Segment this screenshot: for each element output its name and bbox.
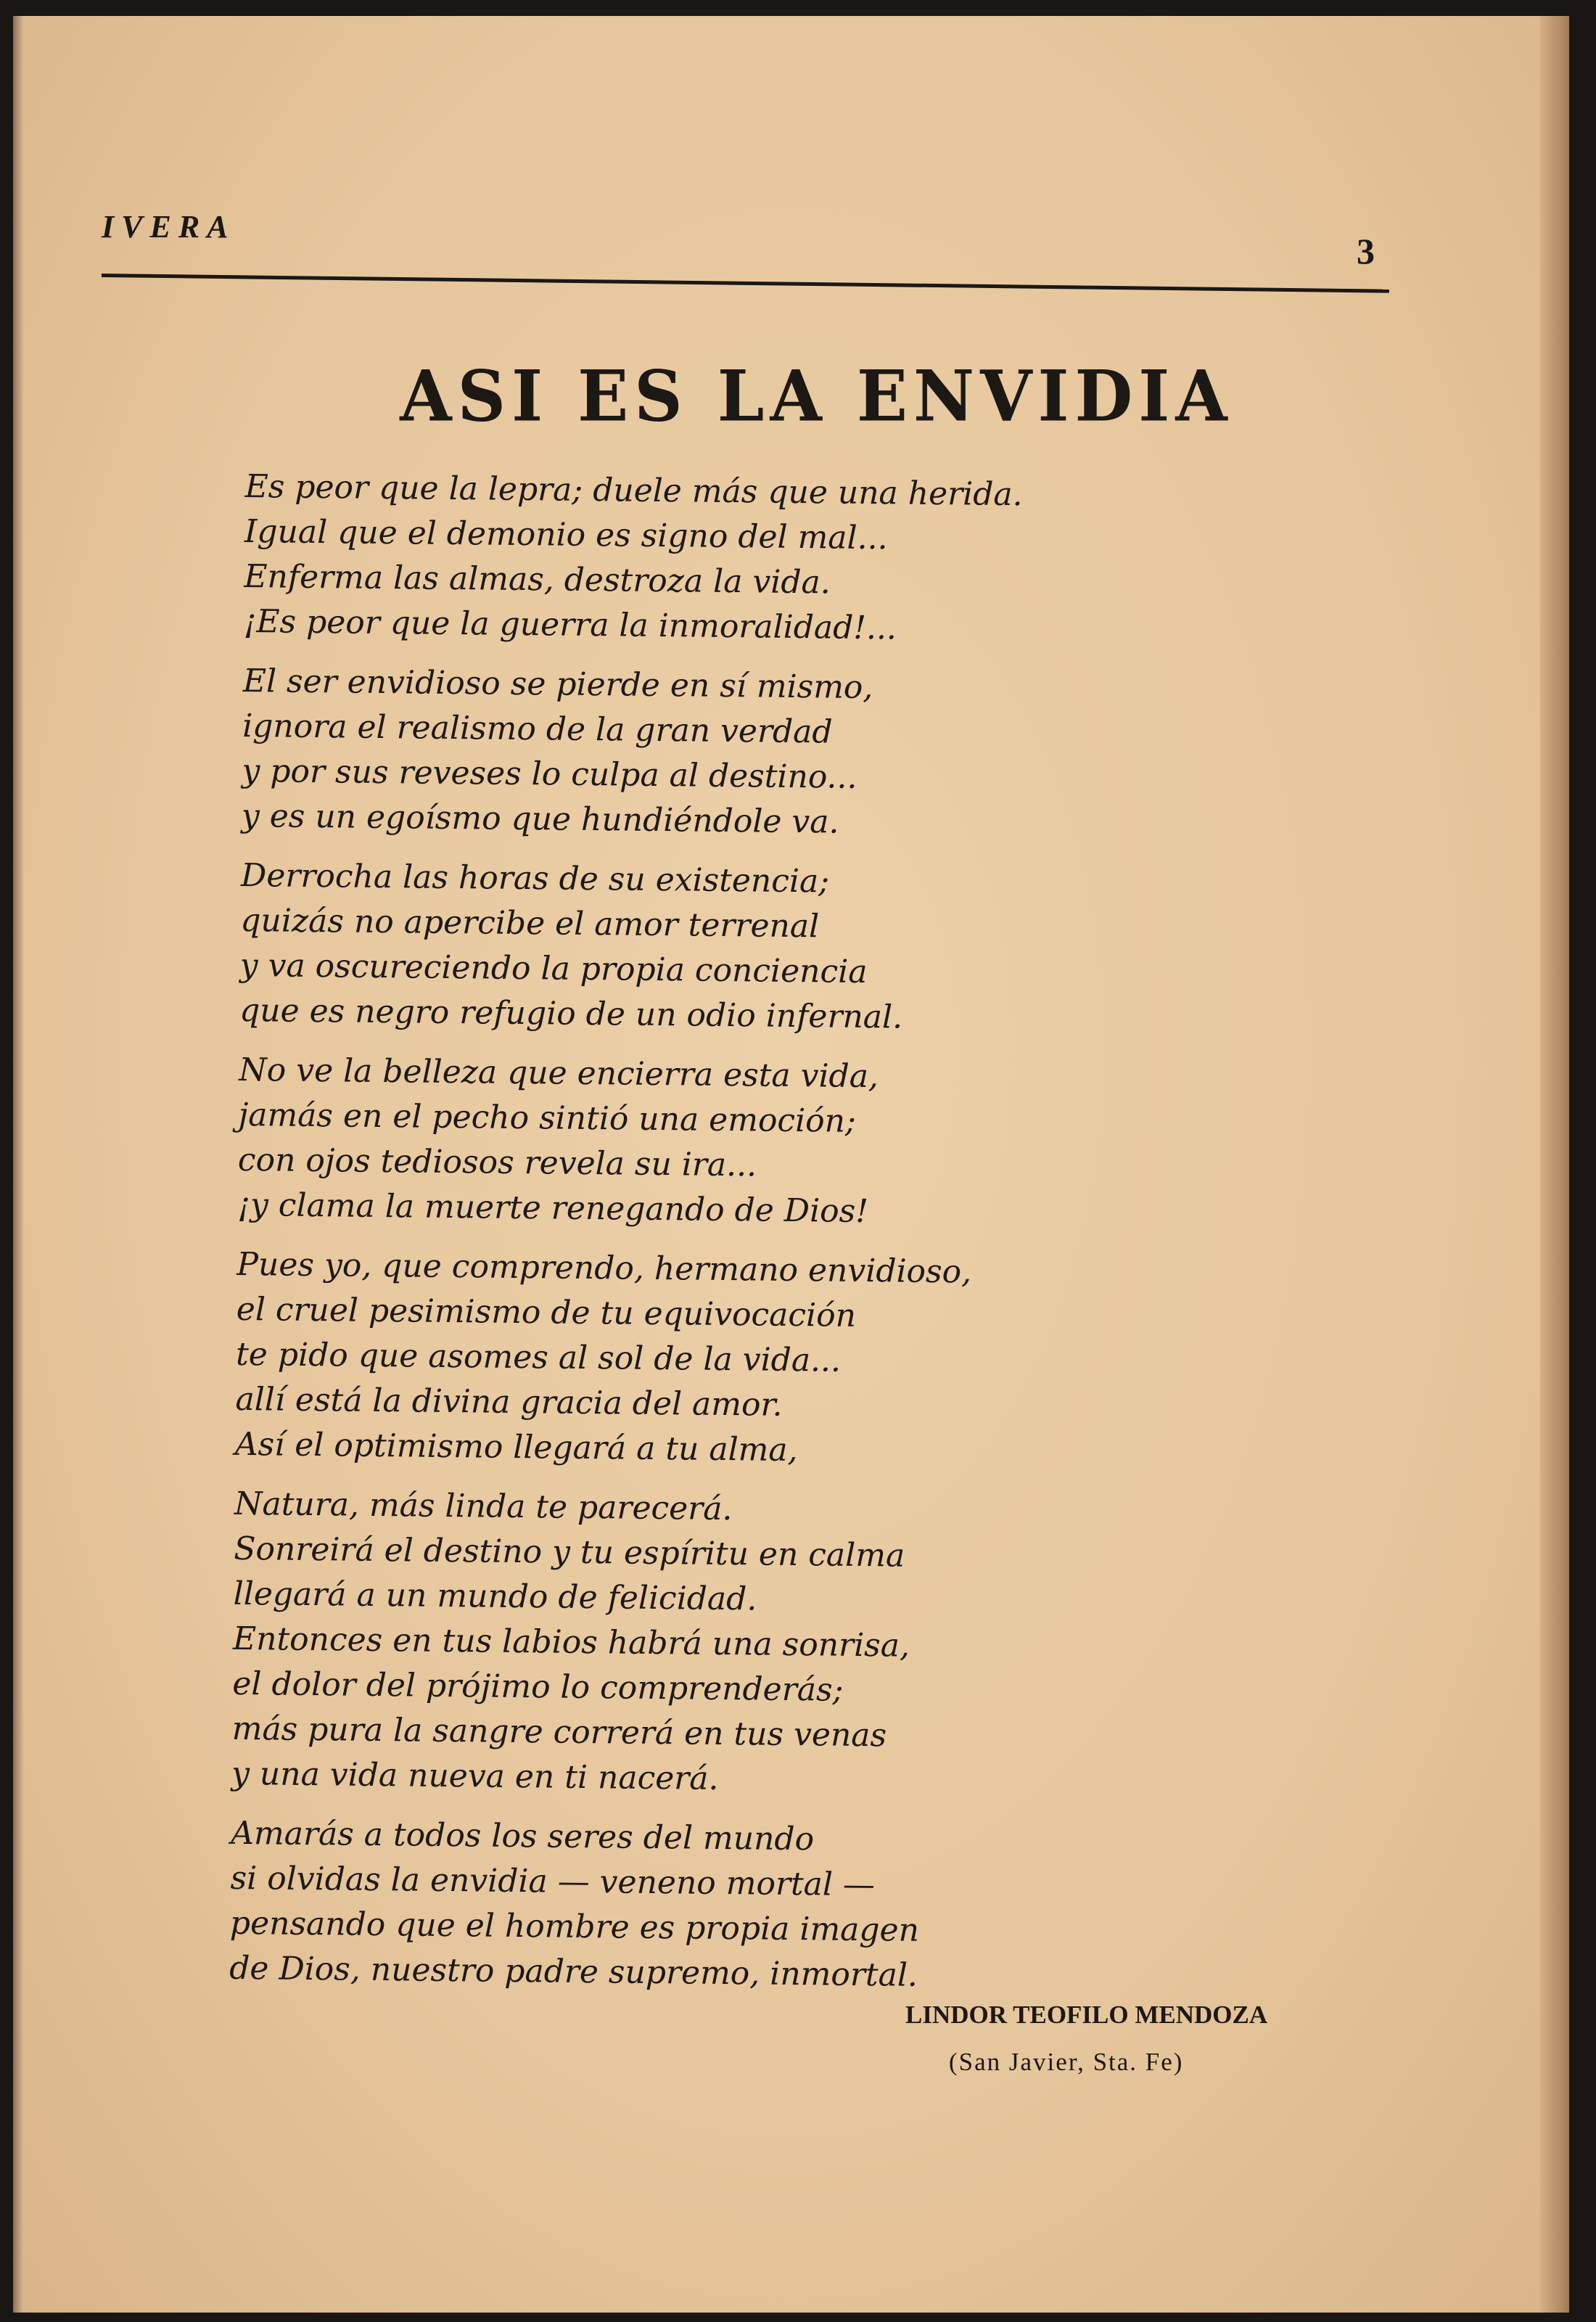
stanza — [242, 659, 1021, 847]
poem-line: El ser envidioso se pierde en sí mismo, — [242, 662, 873, 707]
author-location: (San Javier, Sta. Fe) — [949, 2048, 1184, 2076]
poem-body — [229, 464, 1023, 2014]
stanza — [229, 1811, 1009, 1999]
poem-line: Igual que el demonio es signo del mal... — [244, 512, 888, 557]
poem-line: No ve la belleza que encierra esta vida, — [238, 1051, 879, 1096]
poem-line: de Dios, nuestro padre supremo, inmortal. — [229, 1949, 918, 1994]
page-number: 3 — [1357, 231, 1375, 271]
poem-line: allí está la divina gracia del amor. — [235, 1380, 783, 1424]
poem-line: y una vida nueva en ti nacerá. — [231, 1755, 719, 1797]
poem-line: ¡Es peor que la guerra la inmoralidad!... — [243, 602, 897, 647]
poem-line: Amarás a todos los seres del mundo — [230, 1814, 815, 1858]
author-name: LINDOR TEOFILO MENDOZA — [905, 2001, 1268, 2029]
poem-line: ¡y clama la muerte renegando de Dios! — [237, 1186, 869, 1231]
poem-line: si olvidas la envidia — veneno mortal — — [230, 1859, 876, 1904]
header-rule — [102, 274, 1389, 293]
stanza — [239, 853, 1019, 1041]
poem-line: Natura, más linda te parecerá. — [234, 1485, 733, 1528]
stanza — [235, 1242, 1015, 1475]
poem-line: Entonces en tus labios habrá una sonrisa, — [232, 1620, 910, 1665]
poem-line: pensando que el hombre es propia imagen — [229, 1904, 920, 1949]
poem-line: el cruel pesimismo de tu equivocación — [236, 1290, 857, 1334]
poem-line: Es peor que la lepra; duele más que una herida. — [244, 467, 1023, 514]
poem-line: con ojos tediosos revela su ira... — [237, 1141, 757, 1184]
poem-line: Pues yo, que comprendo, hermano envidioso, — [236, 1245, 972, 1291]
poem-line: ignora el realismo de la gran verdad — [242, 707, 833, 751]
poem-line: y es un egoísmo que hundiéndole va. — [241, 797, 839, 841]
poem-line: Sonreirá el destino y tu espíritu en calma — [234, 1530, 905, 1575]
running-header: IVERA — [102, 209, 236, 245]
poem-line: llegará a un mundo de felicidad. — [233, 1575, 757, 1618]
poem-title: ASI ES LA ENVIDIA — [400, 355, 1233, 438]
poem-line: el dolor del prójimo lo comprenderás; — [232, 1665, 844, 1709]
poem-line: y va oscureciendo la propia conciencia — [239, 946, 868, 991]
poem-line: Enferma las almas, destroza la vida. — [244, 557, 831, 602]
poem-line: más pura la sangre correrá en tus venas — [231, 1710, 887, 1755]
poem-line: y por sus reveses lo culpa al destino... — [242, 752, 857, 796]
poem-line: Así el optimismo llegará a tu alma, — [234, 1425, 798, 1469]
document-page — [13, 16, 1569, 2313]
stanza — [243, 464, 1023, 652]
poem-line: jamás en el pecho sintió una emoción; — [238, 1096, 857, 1140]
poem-line: quizás no apercibe el amor terrenal — [240, 901, 820, 945]
stanza — [231, 1482, 1013, 1805]
poem-line: que es negro refugio de un odio infernal. — [239, 991, 903, 1036]
poem-line: te pido que asomes al sol de la vida... — [235, 1335, 842, 1379]
stanza — [237, 1048, 1017, 1236]
poem-line: Derrocha las horas de su existencia; — [240, 856, 830, 901]
